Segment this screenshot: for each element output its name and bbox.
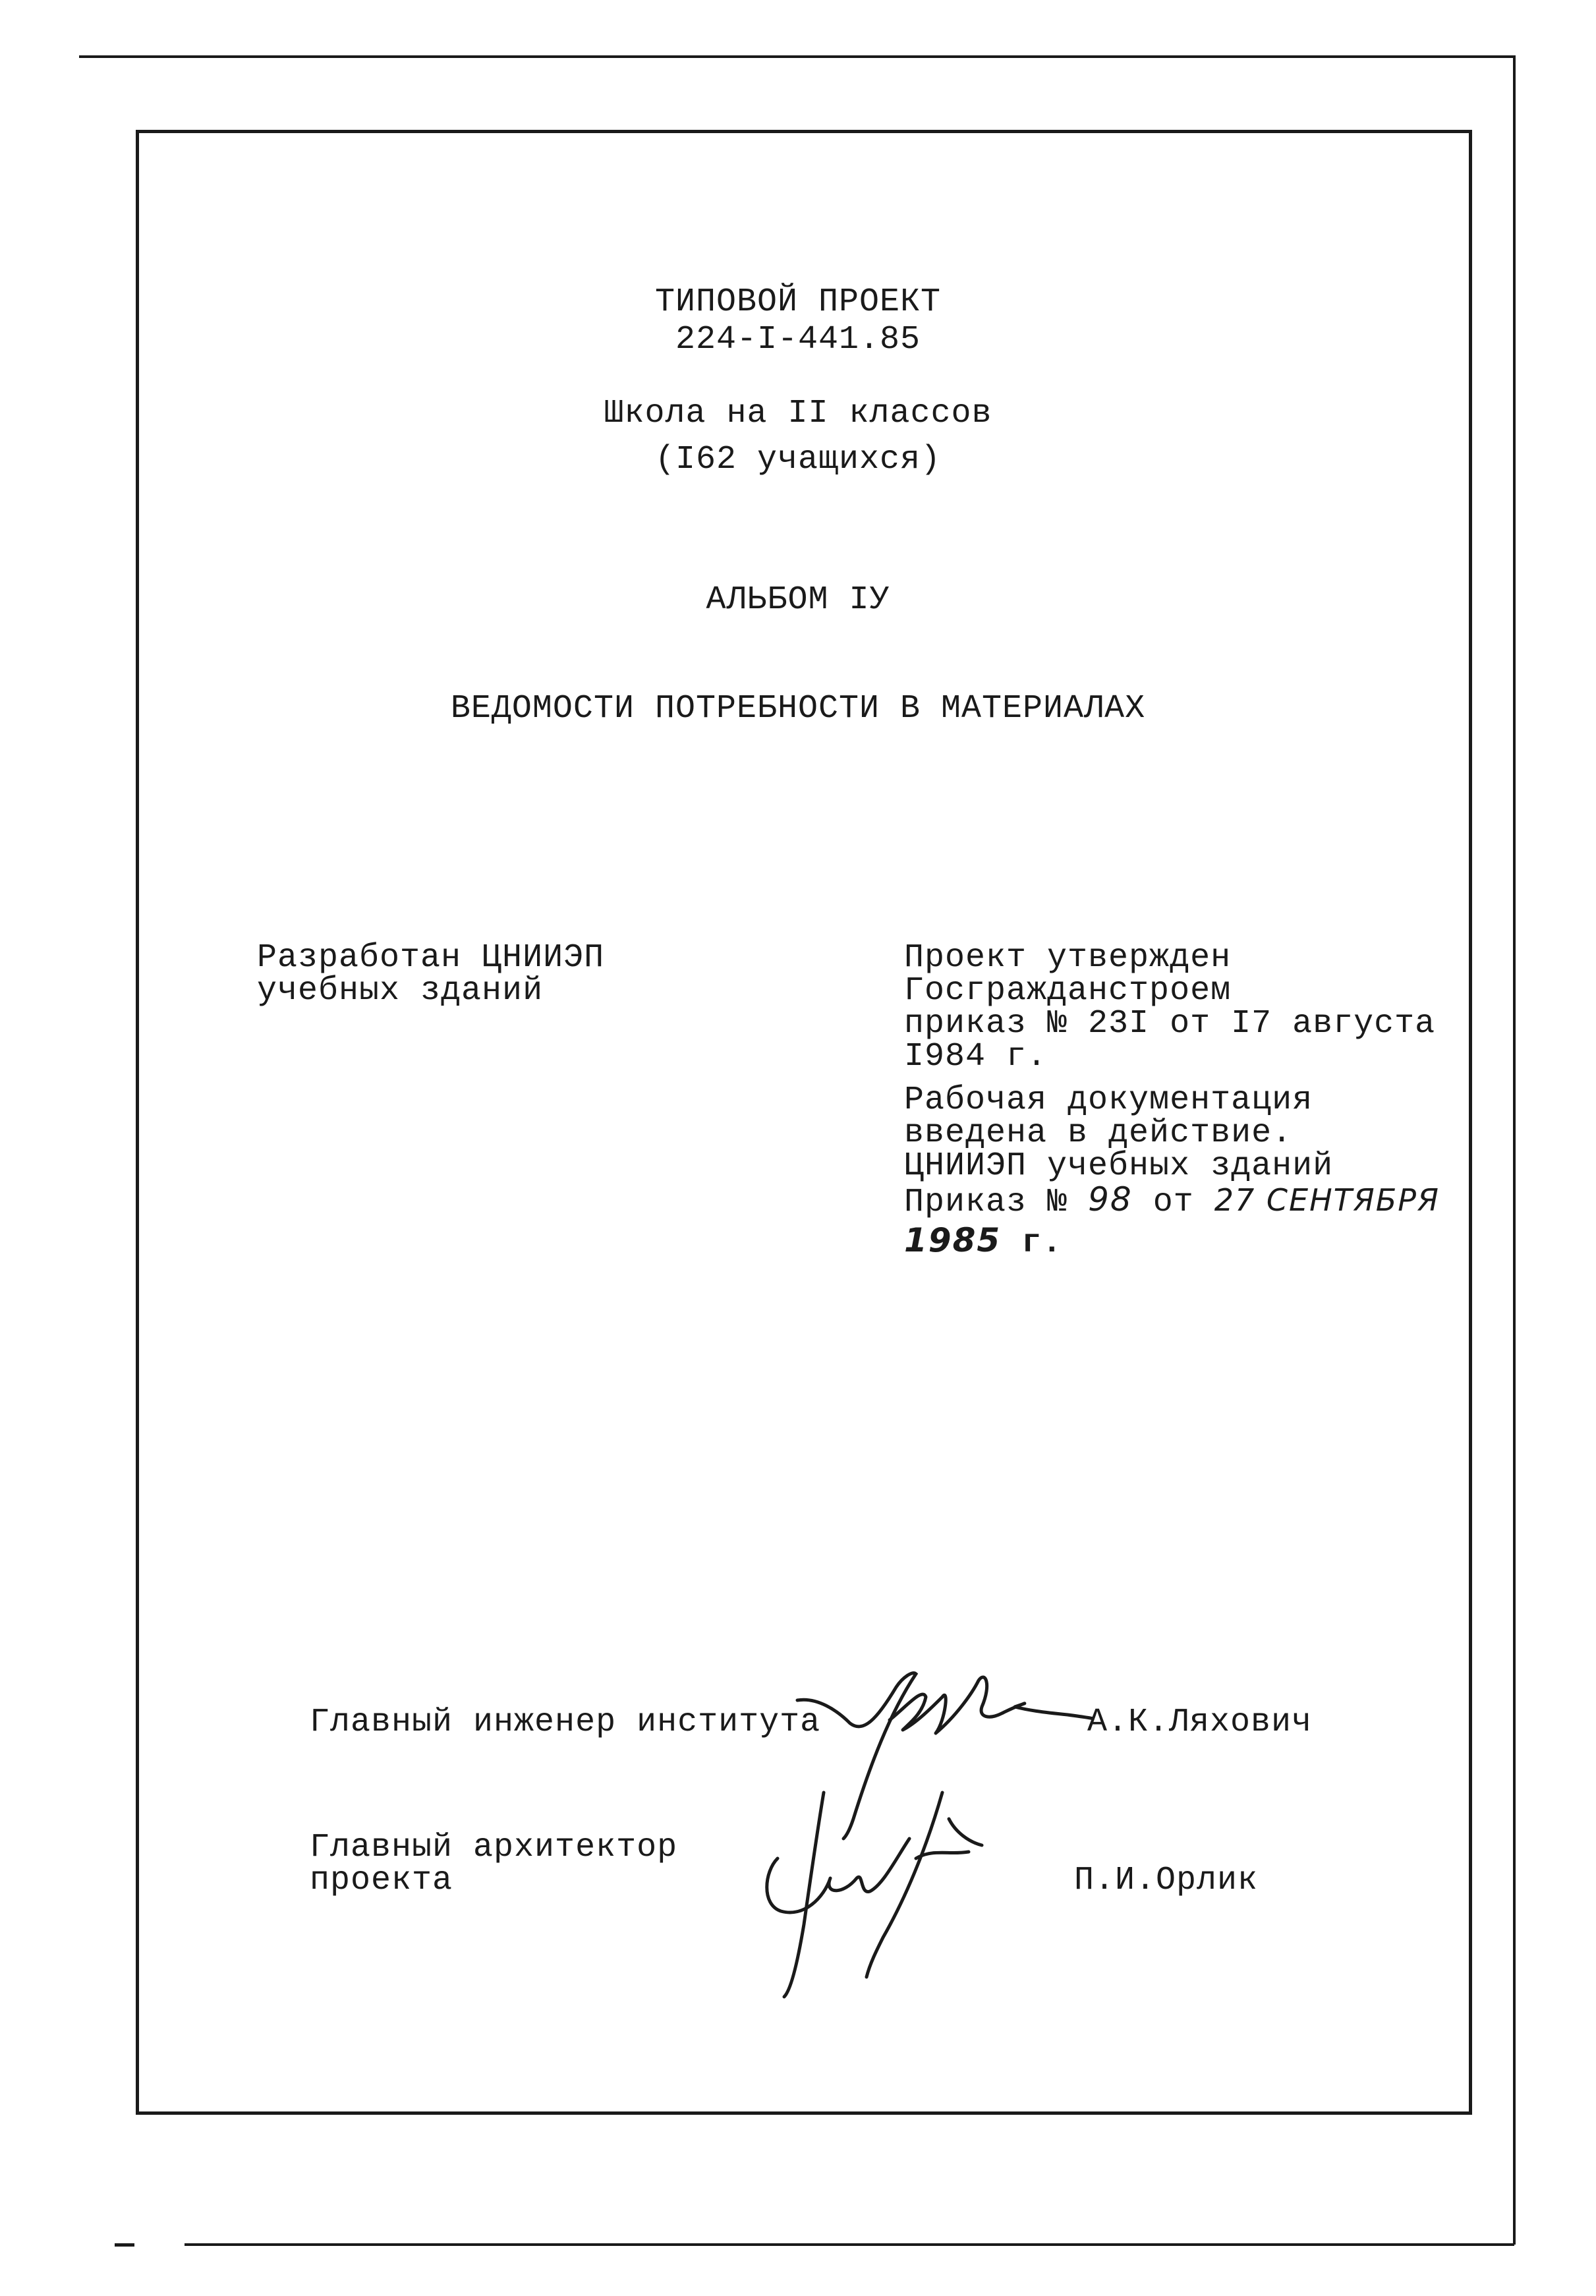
enactment-line-5 bbox=[904, 1223, 1062, 1261]
chief-engineer-name: А.К.Ляхович bbox=[1087, 1704, 1313, 1741]
chief-architect-title-line-1: Главный архитектор bbox=[310, 1829, 678, 1866]
approval-line-3: приказ № 23I от I7 августа bbox=[904, 1005, 1436, 1043]
chief-architect-title-line-2: проекта bbox=[310, 1862, 453, 1899]
approval-line-4: I984 г. bbox=[904, 1038, 1048, 1076]
order-year-suffix: г. bbox=[1021, 1224, 1063, 1262]
order-year: 1985 bbox=[904, 1221, 1002, 1259]
chief-engineer-title: Главный инженер института bbox=[310, 1704, 821, 1741]
bottom-scan-mark bbox=[115, 2243, 134, 2247]
enactment-line-2: введена в действие. bbox=[904, 1114, 1293, 1152]
order-date: 27 СЕНТЯБРЯ bbox=[1214, 1182, 1440, 1218]
top-scan-line bbox=[79, 55, 1516, 58]
order-mid: от bbox=[1153, 1184, 1194, 1221]
bottom-scan-line bbox=[185, 2243, 1514, 2246]
developer-line-1: Разработан ЦНИИЭП bbox=[257, 939, 605, 977]
approval-line-1: Проект утвержден bbox=[904, 939, 1232, 977]
chief-architect-signature bbox=[751, 1779, 1002, 2003]
developer-line-2: учебных зданий bbox=[257, 972, 544, 1010]
enactment-line-4 bbox=[904, 1182, 1440, 1220]
school-line-1: Школа на II классов bbox=[604, 395, 992, 432]
enactment-line-3: ЦНИИЭП учебных зданий bbox=[904, 1147, 1334, 1185]
album-title: ВЕДОМОСТИ ПОТРЕБНОСТИ В МАТЕРИАЛАХ bbox=[450, 690, 1146, 728]
school-line-2: (I62 учащихся) bbox=[654, 441, 942, 478]
order-prefix: Приказ № bbox=[904, 1184, 1068, 1221]
project-type: ТИПОВОЙ ПРОЕКТ bbox=[654, 283, 942, 321]
approval-line-2: Госгражданстроем bbox=[904, 972, 1232, 1010]
right-scan-line bbox=[1513, 57, 1516, 2245]
project-number: 224-I-441.85 bbox=[675, 321, 921, 359]
order-number: 98 bbox=[1088, 1180, 1133, 1219]
chief-architect-name: П.И.Орлик bbox=[1074, 1862, 1259, 1899]
enactment-line-1: Рабочая документация bbox=[904, 1081, 1313, 1119]
album-number: АЛЬБОМ IУ bbox=[706, 581, 890, 619]
